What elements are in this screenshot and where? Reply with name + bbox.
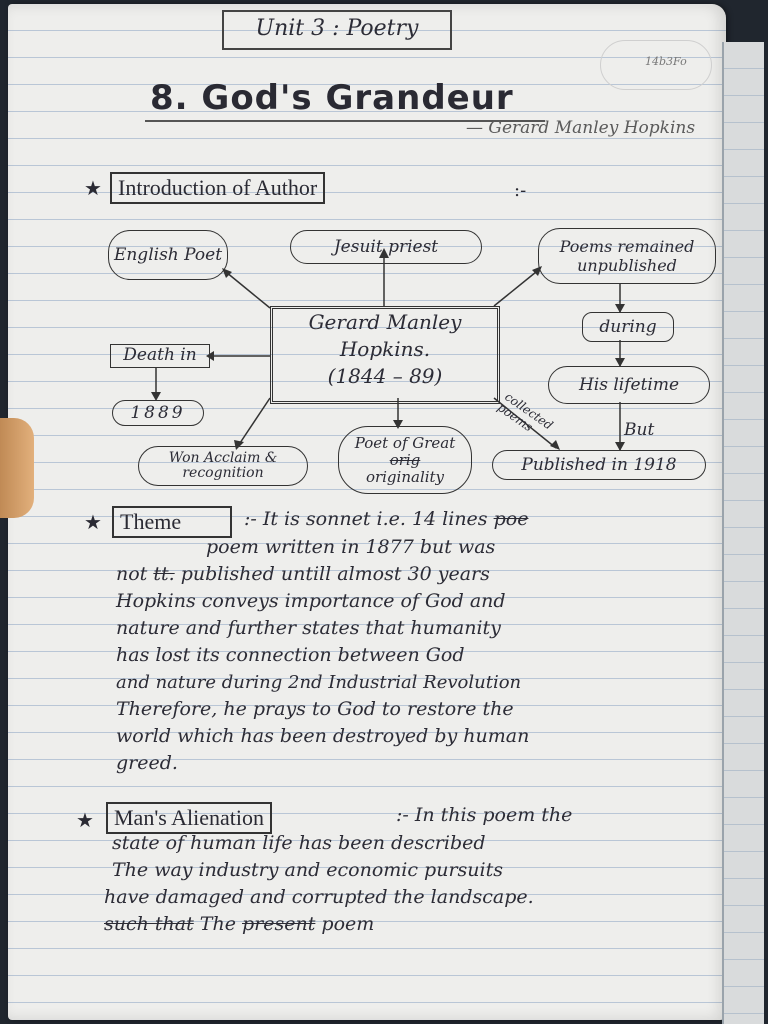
alienation-line-5 xyxy=(104,911,374,938)
mindmap-center xyxy=(270,306,500,404)
theme-line-10: greed. xyxy=(116,752,178,774)
theme-line-3-prefix: not xyxy=(116,563,148,585)
node-jesuit-priest: Jesuit priest xyxy=(290,230,482,264)
alienation-line-4: have damaged and corrupted the landscape. xyxy=(104,886,534,908)
alienation-heading-text: Man's Alienation xyxy=(114,805,265,830)
node-death-in: Death in xyxy=(110,344,210,368)
poet-of-great-text: Poet of Great xyxy=(354,433,456,452)
alienation-line-5-text: The xyxy=(199,913,236,935)
node-poems-unpublished: Poems remained unpublished xyxy=(538,228,716,284)
theme-line-7: and nature during 2nd Industrial Revolution xyxy=(116,672,522,693)
theme-suffix: :- xyxy=(244,508,257,530)
node-his-lifetime: His lifetime xyxy=(548,366,710,404)
theme-line-1 xyxy=(244,506,528,533)
orig-struck: orig xyxy=(389,450,421,469)
alienation-line-1-text: In this poem the xyxy=(414,804,573,826)
label-collected-poems: collected poems xyxy=(494,389,556,435)
page-number: 14b3Fo xyxy=(645,55,687,68)
bullet-star: ★ xyxy=(84,176,102,200)
theme-line-3-struck: tt. xyxy=(153,563,175,585)
theme-heading-text: Theme xyxy=(120,509,182,534)
originality-text: originality xyxy=(365,467,445,486)
node-won-acclaim: Won Acclaim & recognition xyxy=(138,446,308,486)
unit-heading: Unit 3 : Poetry xyxy=(222,10,452,50)
label-but: But xyxy=(624,420,655,440)
theme-line-1-struck: poe xyxy=(493,508,529,530)
center-years: (1844 – 89) xyxy=(327,364,443,388)
theme-line-1-text: It is sonnet i.e. 14 lines xyxy=(262,508,488,530)
alienation-line-5-end: poem xyxy=(321,913,375,935)
center-name: Gerard Manley Hopkins. xyxy=(308,310,462,361)
node-death-year: 1889 xyxy=(112,400,204,426)
theme-line-5: nature and further states that humanity xyxy=(116,617,501,639)
theme-line-3 xyxy=(116,561,490,588)
theme-line-8: Therefore, he prays to God to restore the xyxy=(116,698,514,720)
bullet-star: ★ xyxy=(76,808,94,832)
theme-line-9: world which has been destroyed by human xyxy=(116,725,530,747)
author-credit: — Gerard Manley Hopkins xyxy=(466,118,696,138)
node-poet-of-great-originality xyxy=(338,426,472,494)
alienation-line-2: state of human life has been described xyxy=(112,832,486,854)
node-published-1918: Published in 1918 xyxy=(492,450,706,480)
intro-heading-text: Introduction of Author xyxy=(118,175,318,200)
theme-line-3-text: published untill almost 30 years xyxy=(180,563,490,585)
alienation-line-1 xyxy=(396,802,572,829)
theme-line-4: Hopkins conveys importance of God and xyxy=(116,590,506,612)
theme-line-2: poem written in 1877 but was xyxy=(206,536,496,558)
node-english-poet: English Poet xyxy=(108,230,228,280)
intro-suffix: :- xyxy=(514,180,527,201)
node-during: during xyxy=(582,312,674,342)
alienation-suffix: :- xyxy=(396,804,409,826)
theme-line-6: has lost its connection between God xyxy=(116,644,465,666)
alienation-line-3: The way industry and economic pursuits xyxy=(112,859,503,881)
alienation-line-5-struck-2: present xyxy=(242,913,316,935)
alienation-line-5-struck: such that xyxy=(104,913,194,935)
bullet-star: ★ xyxy=(84,510,102,534)
chapter-title: 8. God's Grandeur xyxy=(150,78,514,118)
